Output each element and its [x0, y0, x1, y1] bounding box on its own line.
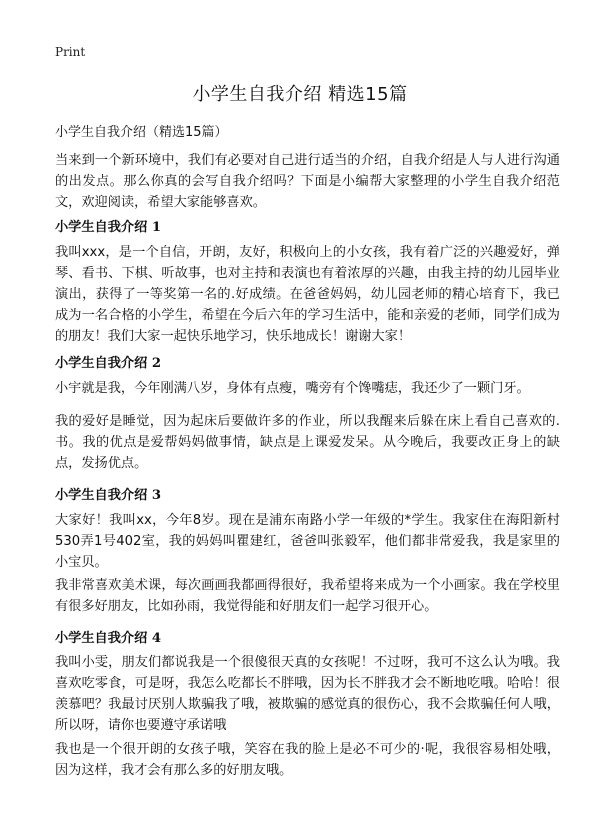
section-2-paragraph-1: 小宇就是我，今年刚满八岁，身体有点瘦，嘴旁有个馋嘴痣，我还少了一颗门牙。 — [55, 381, 530, 396]
section-3-paragraph-2: 我非常喜欢美术课，每次画画我都画得很好，我希望将来成为一个小画家。我在学校里有很多好朋友，比如孙雨，我觉得能和好朋友们一起学习很开心。 — [55, 578, 560, 614]
section-4-paragraph-2: 我也是一个很开朗的女孩子哦，笑容在我的脸上是必不可少的·呢，我很容易相处哦，因为这样，我才会有那么多的好朋友哦。 — [55, 742, 560, 778]
section-heading-1: 小学生自我介绍 1 — [55, 220, 162, 235]
print-link[interactable]: Print — [55, 45, 86, 59]
section-heading-4: 小学生自我介绍 4 — [55, 631, 162, 646]
section-3-paragraph-1: 大家好！我叫xx，今年8岁。现在是浦东南路小学一年级的*学生。我家住在海阳新村530弄1号402室，我的妈妈叫瞿建红，爸爸叫张毅军，他们都非常爱我，我是家里的小宝贝。 — [55, 513, 560, 570]
page-title: 小学生自我介绍 精选15篇 — [192, 84, 408, 105]
article-subtitle: 小学生自我介绍（精选15篇） — [55, 125, 228, 140]
section-4-paragraph-1: 我叫小雯，朋友们都说我是一个很傻很天真的女孩呢！不过呀，我可不这么认为哦。我喜欢吃零食，可是呀，我怎么吃都长不胖哦，因为长不胖我才会不断地吃哦。哈哈！很羡慕吧？我最讨厌别人欺骗我了哦，被欺骗的感觉真的很伤心，我不会欺骗任何人哦，所以呀，请你也要遵守承诺哦 — [55, 655, 560, 733]
section-heading-3: 小学生自我介绍 3 — [55, 488, 162, 503]
section-heading-2: 小学生自我介绍 2 — [55, 356, 162, 371]
section-2-paragraph-2: 我的爱好是睡觉，因为起床后要做许多的作业，所以我醒来后躲在床上看自己喜欢的.书。我的优点是爱帮妈妈做事情，缺点是上课爱发呆。从今晚后，我要改正身上的缺点，发扬优点。 — [55, 414, 560, 471]
section-1-paragraph-1: 我叫xxx，是一个自信，开朗，友好，积极向上的小女孩，我有着广泛的兴趣爱好，弹琴、看书、下棋、听故事，也对主持和表演也有着浓厚的兴趣，由我主持的幼儿园毕业演出，获得了一等奖第一名的.好成绩。在爸爸妈妈，幼儿园老师的精心培育下，我已成为一名合格的小学生，希望在今后六年的学习生活中，能和亲爱的老师，同学们成为的朋友！我们大家一起快乐地学习，快乐地成长！谢谢大家！ — [55, 245, 560, 344]
intro-paragraph: 当来到一个新环境中，我们有必要对自己进行适当的介绍，自我介绍是人与人进行沟通的出发点。那么你真的会写自我介绍吗？下面是小编帮大家整理的小学生自我介绍范文，欢迎阅读，希望大家能够喜欢。 — [55, 153, 560, 210]
